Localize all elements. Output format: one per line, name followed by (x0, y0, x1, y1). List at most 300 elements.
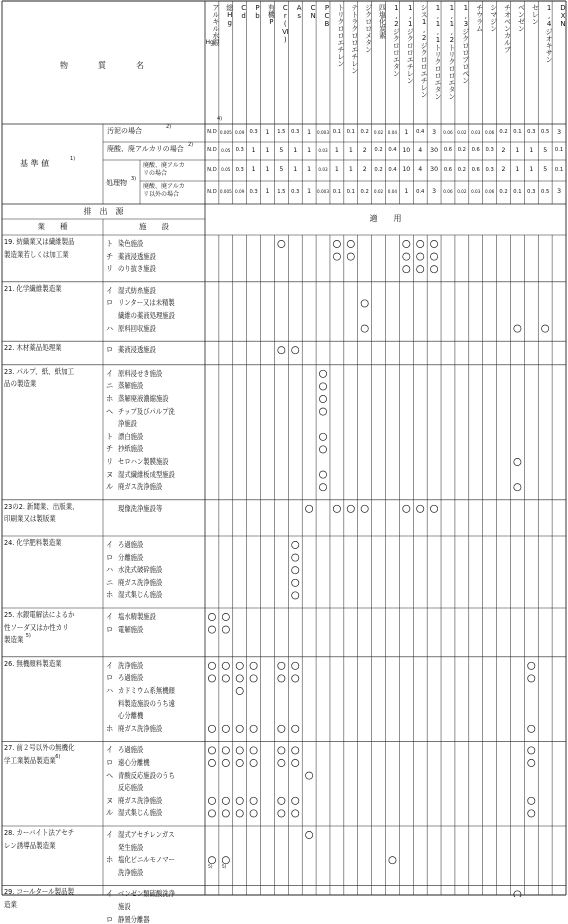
applicable-mark (528, 675, 535, 682)
facility-name: ろ過施設 (118, 673, 144, 683)
applicable-mark (208, 662, 215, 669)
standard-value: 0.03 (318, 147, 328, 153)
standard-value: 1 (515, 146, 520, 154)
industry-name: 造業 (4, 900, 17, 909)
applicable-mark (278, 725, 285, 732)
standard-value: 3 (557, 128, 562, 136)
applicable-mark (430, 253, 437, 260)
facility-name: 反応施設 (118, 783, 144, 793)
standard-value: 1 (293, 146, 298, 154)
facility-code: ロ (106, 758, 114, 767)
standard-value: 0.1 (346, 188, 355, 195)
facility-name: 薬液浸透施設 (118, 345, 156, 355)
standard-value: 1 (529, 166, 534, 174)
industry-name: 23の2. 新聞業、出版業、 (4, 501, 79, 511)
standard-value: 1 (529, 146, 534, 154)
applicable-mark (333, 505, 340, 512)
standard-value: 1 (265, 128, 270, 136)
facility-code: チ (106, 444, 114, 454)
standard-value: 0.6 (443, 147, 453, 154)
standard-value: 0.3 (291, 188, 300, 195)
standard-value: 0.3 (249, 129, 258, 136)
facility-code: ホ (106, 855, 114, 865)
substance-header-20: シマジン (489, 4, 498, 32)
industry-name: 21. 化学繊維製造業 (4, 283, 62, 293)
applicable-mark (250, 759, 257, 766)
standard-value: 0.1 (554, 147, 564, 154)
industry-name: 印刷業又は製版業 (4, 514, 56, 524)
applicable-mark (292, 554, 299, 561)
standard-value: 0.005 (219, 129, 232, 135)
applicable-mark (208, 675, 215, 682)
substance-header-17: 1,1,2トリクロロエタン (447, 4, 456, 100)
standard-value: 0.4 (416, 129, 425, 136)
substance-name-label: 質 (98, 61, 106, 70)
applicable-mark (222, 810, 229, 817)
standard-value: 1.5 (277, 188, 286, 195)
standard-value: 2 (501, 166, 506, 174)
standard-value: 0.02 (373, 129, 384, 135)
applicable-mark (430, 240, 437, 247)
facility-col-header: 施 設 (139, 222, 169, 231)
applicable-mark (236, 759, 243, 766)
note: 2) (188, 142, 194, 148)
facility-name: 廃ガス洗浄施設 (118, 723, 163, 733)
substance-header-9: トリクロロエチレン (336, 4, 345, 67)
applicable-mark (250, 675, 257, 682)
standard-value: 0.4 (416, 188, 425, 195)
facility-name: 青酸反応施設のうち (118, 770, 175, 780)
standard-value: 1 (515, 166, 520, 174)
applicable-mark (250, 810, 257, 817)
applicable-mark (250, 725, 257, 732)
facility-code: リ (106, 264, 114, 274)
standard-value: N.D (207, 147, 217, 154)
substance-name-label: 物 (60, 61, 68, 70)
standard-value: 0.3 (485, 147, 494, 154)
applicable-mark (292, 662, 299, 669)
facility-name: 電解施設 (118, 624, 144, 634)
industry-name: 29. コールタール製品製 (4, 887, 75, 897)
facility-code: イ (106, 612, 114, 621)
standard-value: 0.2 (457, 147, 466, 154)
facility-code: ホ (106, 394, 114, 403)
facility-name: 湿式紡糸施設 (118, 285, 156, 295)
facility-name: 廃ガス洗浄施設 (118, 795, 163, 805)
facility-code: ヘ (106, 770, 114, 780)
facility-name: 廃ガス洗浄施設 (118, 577, 163, 587)
facility-name: 湿式集じん施設 (118, 590, 163, 600)
facility-code: ハ (106, 565, 114, 575)
applicable-mark (361, 505, 368, 512)
facility-name: 原料回収施設 (118, 323, 156, 333)
facility-name: ろ過施設 (118, 540, 144, 549)
sludge-label: 汚泥の場合 (107, 127, 142, 135)
applicable-mark (417, 240, 424, 247)
applicable-mark (222, 725, 229, 732)
facility-code: イ (106, 368, 114, 378)
applicable-mark (250, 662, 257, 669)
substance-header-18: 1,3ジクロロプロペン (461, 4, 470, 84)
applicable-mark (514, 325, 521, 332)
facility-name: リンター又は未精製 (118, 298, 175, 308)
standard-value: 1 (265, 166, 270, 174)
applicable-mark (236, 675, 243, 682)
industry-name: 19. 紡織業又は繊維製品 (4, 237, 75, 246)
standard-value: 5 (279, 166, 284, 174)
standard-value: 0.06 (484, 189, 495, 195)
applicable-mark (222, 747, 229, 754)
standard-value: 0.1 (513, 188, 522, 195)
applicable-mark (528, 662, 535, 669)
standard-value: 30 (430, 146, 439, 154)
facility-name: 湿式繊維板成型施設 (118, 469, 175, 479)
industry-name: 品の製造業 (4, 379, 37, 389)
standard-value: 0.5 (541, 129, 550, 136)
facility-name: 現像洗浄施設等 (118, 503, 163, 513)
standard-value: 0.2 (360, 188, 369, 195)
facility-code: イ (106, 889, 114, 899)
applicable-mark (292, 579, 299, 586)
facility-code: ロ (106, 552, 114, 562)
applicable-mark (278, 662, 285, 669)
facility-name: 水洗式破砕施設 (118, 565, 163, 575)
standard-value: 1 (251, 166, 256, 174)
standard-value: 10 (402, 146, 411, 154)
applicable-mark (528, 725, 535, 732)
facility-name: ろ過施設 (118, 745, 144, 755)
standard-value: 1 (334, 166, 339, 174)
industry-name: 24. 化学肥料製造業 (4, 538, 62, 547)
applicable-mark (306, 505, 313, 512)
facility-code: ハ (106, 686, 114, 695)
facility-name: 発生施設 (118, 842, 144, 852)
applicable-mark (278, 759, 285, 766)
applicable-mark (417, 505, 424, 512)
substance-header-15: シス1,2ジクロロエチレン (420, 4, 429, 98)
standard-value: 0.003 (317, 189, 329, 195)
facility-name: 繊維の薬液処理施設 (118, 311, 175, 320)
substance-header-11: ジクロロメタン (364, 4, 373, 53)
applicable-mark (430, 505, 437, 512)
standard-value: 0.03 (471, 189, 481, 195)
applicable-mark (278, 675, 285, 682)
facility-name: 洗浄施設 (118, 867, 144, 877)
standard-value: 0.02 (457, 129, 467, 135)
applicable-mark (319, 433, 326, 440)
standard-value: 0.3 (291, 129, 300, 136)
standard-value: 0.3 (485, 166, 494, 173)
applicable-mark (389, 857, 396, 864)
standard-value: N.D (207, 166, 217, 173)
applicable-mark (514, 484, 521, 491)
standard-value: 3 (432, 188, 437, 196)
standard-value: 1 (307, 146, 312, 154)
standard-value: 0.04 (387, 129, 398, 135)
standard-value: 0.6 (443, 166, 453, 173)
standard-value: 0.2 (457, 166, 466, 173)
standard-value: 0.06 (443, 129, 453, 135)
applicable-mark (236, 810, 243, 817)
standard-value: 0.5 (541, 188, 550, 195)
substance-header-10: テトラクロロエチレン (350, 4, 359, 74)
facility-code: ニ (106, 577, 114, 587)
standard-value: 10 (402, 166, 411, 174)
standard-value: N.D (207, 129, 217, 136)
applicable-mark (361, 300, 368, 307)
standard-value: 0.09 (235, 189, 245, 195)
standard-value: 0.3 (235, 166, 244, 173)
note: 4) (217, 116, 223, 122)
facility-code: ヌ (106, 795, 114, 805)
applicable-mark (528, 797, 535, 804)
industry-name: 製造業 (4, 635, 24, 645)
applicable-mark (403, 240, 410, 247)
applicable-mark (347, 240, 354, 247)
note: 5) (207, 865, 213, 871)
facility-code: ヌ (106, 469, 114, 479)
substance-header-extra: Hg (205, 39, 214, 46)
standard-value: 1 (293, 166, 298, 174)
standard-value: 0.03 (318, 167, 328, 173)
facility-code: ニ (106, 381, 114, 391)
applicable-mark (292, 810, 299, 817)
applicable-mark (292, 675, 299, 682)
facility-name: 薬液浸透施設 (118, 251, 156, 261)
industry-name: 学工業製品製造業 (4, 756, 56, 765)
applicable-mark (278, 797, 285, 804)
applicable-mark (208, 797, 215, 804)
substance-header-19: チウラム (475, 4, 484, 32)
facility-code: ロ (106, 673, 114, 683)
standards-title: 基 準 値 (20, 159, 50, 168)
standard-value: 0.2 (499, 188, 508, 195)
treated-label: 処理物 (106, 179, 127, 187)
standard-value: 1 (404, 128, 409, 136)
standard-value: 0.6 (471, 147, 480, 154)
standard-value: 3 (432, 128, 437, 136)
standard-value: 0.3 (527, 129, 536, 136)
applicable-mark (292, 541, 299, 548)
applicable-mark (208, 759, 215, 766)
facility-name: 染色施設 (118, 239, 144, 248)
facility-code: ロ (106, 298, 114, 308)
facility-name: 原料浸せき施設 (118, 368, 163, 378)
standard-value: 0.04 (387, 189, 398, 195)
standard-value: 0.2 (374, 147, 383, 154)
applicable-mark (319, 395, 326, 402)
facility-code: ロ (106, 624, 114, 634)
standard-value: 0.05 (221, 167, 231, 173)
facility-code: チ (106, 251, 114, 261)
standard-value: 5 (279, 146, 284, 154)
applicable-mark (222, 613, 229, 620)
standard-value: 0.6 (471, 166, 480, 173)
applicable-mark (222, 797, 229, 804)
facility-code: ロ (106, 345, 114, 355)
substance-header-7: CN (309, 4, 318, 20)
applicable-mark (319, 370, 326, 377)
applicable-mark (236, 662, 243, 669)
applicable-mark (292, 747, 299, 754)
standard-value: 1 (334, 146, 339, 154)
substance-header-8: PCB (322, 4, 331, 28)
applicable-mark (528, 759, 535, 766)
applicable-mark (292, 759, 299, 766)
standard-value: 0.4 (388, 166, 397, 173)
standard-value: 1 (348, 166, 353, 174)
substance-header-22: ベンゼン (517, 4, 526, 32)
note: 5) (221, 865, 227, 871)
applicable-mark (250, 747, 257, 754)
facility-name: 湿式アセチレンガス (118, 830, 175, 839)
industry-name: 製造業若しくは加工業 (4, 249, 69, 259)
applicable-mark (528, 810, 535, 817)
note: 3) (131, 176, 137, 182)
applicable-mark (208, 810, 215, 817)
facility-name: 遠心分離機 (118, 758, 150, 767)
applicable-mark (292, 797, 299, 804)
applicable-mark (208, 613, 215, 620)
applicable-mark (430, 266, 437, 273)
facility-name: のり抜き施設 (118, 264, 156, 274)
treated-other-label: 廃酸、廃アルカ (143, 183, 185, 190)
standard-value: 0.1 (554, 166, 564, 173)
standard-value: 0.3 (527, 188, 536, 195)
applicable-mark (278, 240, 285, 247)
applicable-mark (222, 626, 229, 633)
applicable-mark (208, 626, 215, 633)
standard-value: 5 (543, 166, 548, 174)
standard-value: 0.1 (332, 129, 342, 136)
applicable-mark (528, 747, 535, 754)
standard-value: 5 (543, 146, 548, 154)
standard-value: 1 (265, 146, 270, 154)
facility-name: 浄施設 (118, 419, 137, 429)
applicable-mark (236, 747, 243, 754)
source-header-title: 排 出 源 (83, 207, 124, 216)
facility-name: カドミウム系無機顔 (118, 686, 175, 695)
treated-acid-label-cont: リの場合 (143, 170, 168, 177)
standard-value: 0.1 (346, 129, 355, 136)
facility-code: ホ (106, 723, 114, 733)
note: 2) (166, 124, 172, 130)
applicable-mark (306, 831, 313, 838)
facility-code: ハ (106, 323, 114, 333)
acid-alkali-label: 廃酸、廃アルカリの場合 (107, 145, 184, 153)
applicable-mark (278, 347, 285, 354)
substance-header-3: Pb (253, 4, 262, 20)
applicable-mark (292, 347, 299, 354)
facility-code: ル (106, 808, 114, 818)
standard-value: 0.02 (457, 189, 467, 195)
applicable-mark (278, 810, 285, 817)
facility-code: イ (106, 540, 114, 549)
standard-value: 0.06 (484, 129, 495, 135)
substance-header-14: 1,1ジクロロエチレン (406, 4, 415, 84)
substance-header-16: 1,1,1トリクロロエタン (434, 4, 443, 100)
substance-header-1: 総Hg (225, 4, 234, 27)
substance-header-13: 1,2ジクロロエタン (392, 4, 401, 77)
applicable-mark (208, 857, 215, 864)
substance-header-24: 1,4ジオキサン (545, 4, 554, 63)
industry-name: 26. 無機顔料製造業 (4, 658, 62, 668)
facility-name: 抄紙施設 (118, 444, 144, 454)
applicable-mark (319, 446, 326, 453)
substance-header-25: DXN (558, 4, 567, 28)
applicable-mark (222, 857, 229, 864)
industry-name: 23. パルプ、紙、紙加工 (4, 366, 75, 376)
facility-code: イ (106, 830, 114, 839)
facility-code: リ (106, 457, 114, 466)
standard-value: 0.2 (499, 129, 508, 136)
applicable-mark (403, 253, 410, 260)
facility-name: 廃ガス洗浄施設 (118, 482, 163, 492)
treated-acid-label: 廃酸、廃アルカ (143, 162, 185, 169)
substance-header-2: Cd (239, 4, 248, 20)
standard-value: 0.2 (374, 166, 383, 173)
facility-name: セロハン製膜施設 (118, 457, 169, 466)
standard-value: 2 (501, 146, 506, 154)
applicable-mark (319, 484, 326, 491)
applicable-mark (236, 687, 243, 694)
substance-header-0: アルキル水銀 (211, 4, 220, 46)
applicable-mark (347, 253, 354, 260)
applicable-mark (222, 662, 229, 669)
facility-name: 洗浄施設 (118, 660, 144, 670)
substance-header-4: 有機P (267, 4, 276, 26)
standard-value: 0.09 (235, 129, 245, 135)
standard-value: 1 (307, 188, 312, 196)
substance-header-5: Cr(Ⅵ) (281, 4, 290, 44)
applicable-mark (542, 325, 549, 332)
applicable-mark (222, 759, 229, 766)
facility-name: チップ及びパルプ洗 (118, 406, 175, 416)
facility-code: イ (106, 660, 114, 670)
facility-name: 塩化ビニルモノマー (118, 855, 175, 865)
industry-name: 性ソーダ又はか性カリ (4, 622, 69, 632)
facility-name: 心分離機 (118, 711, 144, 721)
facility-code: ル (106, 482, 114, 492)
facility-name: 塩水精製施設 (118, 612, 156, 621)
applicable-mark (292, 592, 299, 599)
standard-value: 1 (307, 128, 312, 136)
standard-value: 0.02 (373, 189, 384, 195)
standard-value: 0.3 (249, 188, 258, 195)
applicable-mark (347, 505, 354, 512)
applicable-mark (403, 266, 410, 273)
standard-value: 3 (557, 188, 562, 196)
facility-code: イ (106, 285, 114, 295)
applicable-mark (208, 725, 215, 732)
standard-value: 0.1 (513, 129, 522, 136)
standard-value: 0.3 (235, 147, 244, 154)
facility-code: ト (106, 239, 114, 248)
applicable-mark (514, 891, 521, 897)
standard-value: 2 (362, 166, 367, 174)
facility-code: ロ (106, 914, 114, 924)
note: 6) (55, 754, 61, 760)
applicable-mark (306, 772, 313, 779)
standard-value: 4 (418, 146, 423, 154)
substance-header-23: セレン (531, 4, 540, 25)
standard-value: 1.5 (277, 129, 286, 136)
standard-value: 0.005 (219, 189, 232, 195)
facility-name: 漂白施設 (118, 431, 144, 441)
applicable-mark (222, 675, 229, 682)
facility-code: ヘ (106, 406, 114, 416)
standard-value: 0.06 (443, 189, 453, 195)
